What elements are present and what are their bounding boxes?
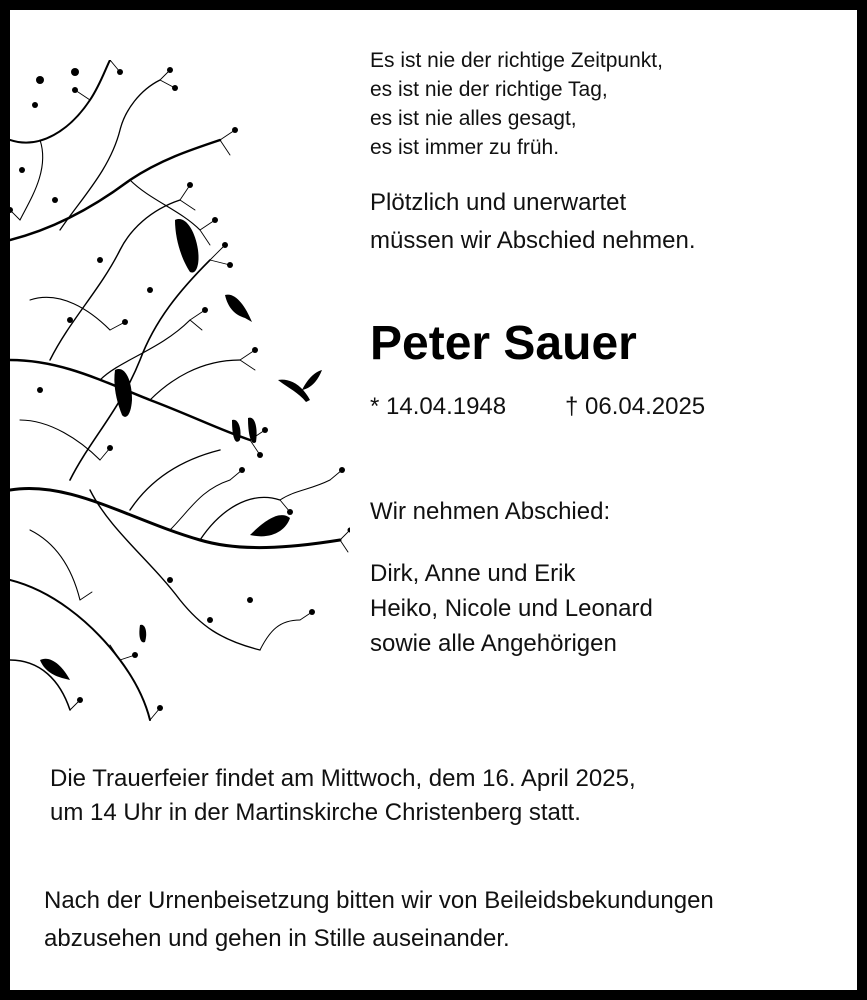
deceased-name: Peter Sauer — [370, 317, 637, 370]
intro-text — [370, 184, 696, 260]
poem — [370, 46, 663, 162]
service-line: Die Trauerfeier findet am Mittwoch, dem 16. April 2025, — [50, 765, 636, 792]
closing-line: Nach der Urnenbeisetzung bitten wir von Beileidsbekundungen — [44, 887, 714, 914]
poem-line: es ist immer zu früh. — [370, 136, 560, 159]
mourner-line: Dirk, Anne und Erik — [370, 560, 576, 587]
farewell-heading: Wir nehmen Abschied: — [370, 498, 611, 525]
intro-line: müssen wir Abschied nehmen. — [370, 227, 696, 254]
closing-line: abzusehen und gehen in Stille auseinander. — [44, 925, 510, 952]
poem-line: es ist nie der richtige Tag, — [370, 78, 608, 101]
mourner-line: sowie alle Angehörigen — [370, 630, 617, 657]
death-date: † 06.04.2025 — [565, 393, 706, 420]
closing-notice — [44, 882, 714, 958]
tree-branches-with-birds-icon — [10, 60, 350, 730]
service-line: um 14 Uhr in der Martinskirche Christenberg statt. — [50, 799, 581, 826]
poem-line: es ist nie alles gesagt, — [370, 107, 577, 130]
intro-line: Plötzlich und unerwartet — [370, 189, 627, 216]
service-notice — [50, 762, 636, 830]
poem-line: Es ist nie der richtige Zeitpunkt, — [370, 49, 663, 72]
birth-date: * 14.04.1948 — [370, 393, 507, 420]
mourners-list — [370, 556, 653, 661]
mourner-line: Heiko, Nicole und Leonard — [370, 595, 653, 622]
